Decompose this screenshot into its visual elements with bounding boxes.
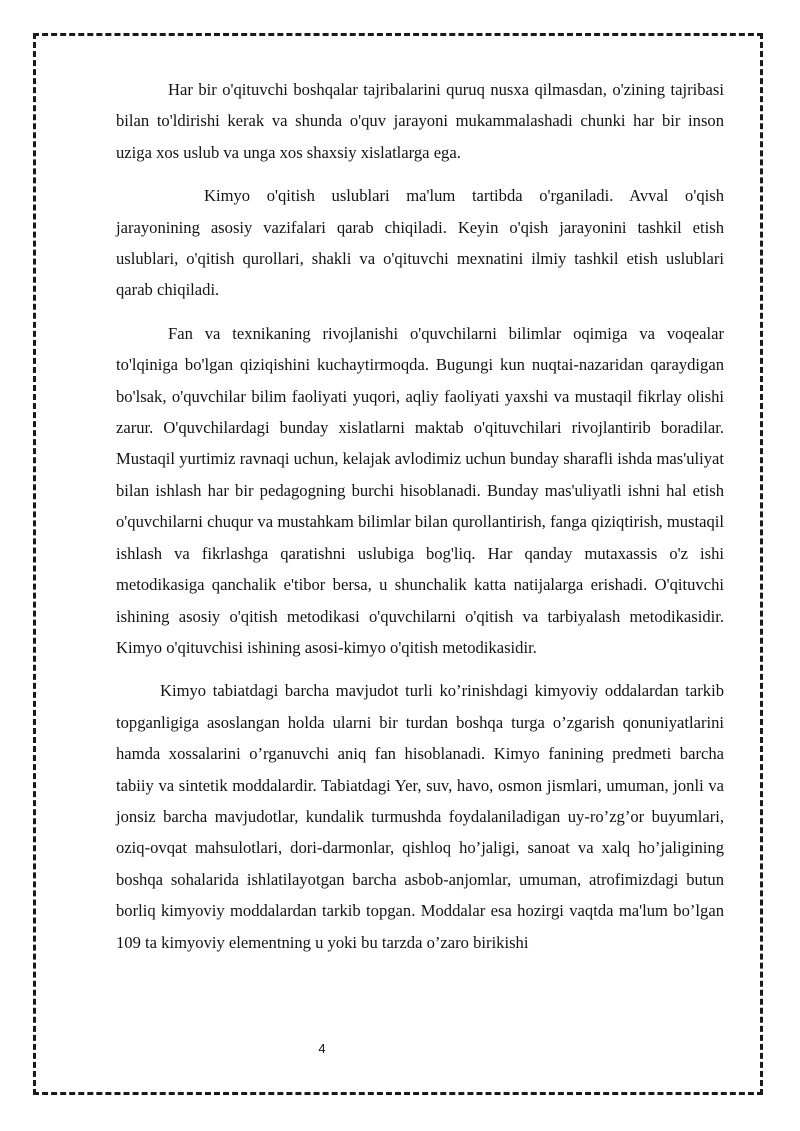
paragraph-3: Fan va texnikaning rivojlanishi o'quvchilarni bilimlar oqimiga va voqealar to'lqiniga bo'lgan qiziqishini kuchaytirmoqda. Bugungi kun nuqtai-nazaridan qaraydigan bo'lsak, o'quvchilar bilim faoliyati yuqori, aqliy faoliyati yaxshi va mustaqil fikrlay olishi zarur. O'quvchilardagi bunday xislatlarni maktab o'qituvchilari rivojlantirib boradilar. Mustaqil yurtimiz ravnaqi uchun, kelajak avlodimiz uchun bunday sharafli ishda mas'uliyat bilan ishlash har bir pedagogning burchi hisoblanadi. Bunday mas'uliyatli ishni hal etish o'quvchilarni chuqur va mustahkam bilimlar bilan qurollantirish, fanga qiziqtirish, mustaqil ishlash va fikrlashga qaratishni uslubiga bog'liq. Har qanday mutaxassis o'z ishi metodikasiga qanchalik e'tibor bersa, u shunchalik katta natijalarga erishadi. O'qituvchi ishining asosiy o'qitish metodikasi o'quvchilarni o'qitish va tarbiyalash metodikasidir. Kimyo o'qituvchisi ishining asosi-kimyo o'qitish metodikasidir. — [116, 323, 724, 657]
page-number: 4 — [318, 1041, 326, 1056]
paragraph-1: Har bir o'qituvchi boshqalar tajribalarini quruq nusxa qilmasdan, o'zining tajribasi bilan to'ldirishi kerak va shunda o'quv jarayoni mukammalashadi chunki har bir inson uziga xos uslub va unga xos shaxsiy xislatlarga ega. — [116, 80, 724, 162]
paragraph-2: Kimyo o'qitish uslublari ma'lum tartibda o'rganiladi. Avval o'qish jarayonining asosiy vazifalari qarab chiqiladi. Keyin o'qish jarayonini tashkil etish uslublari, o'qitish qurollari, shakli va o'qituvchi mexnatini ilmiy tashkil etish uslublari qarab chiqiladi. — [116, 186, 724, 300]
paragraph-4: Kimyo tabiatdagi barcha mavjudot turli ko’rinishdagi kimyoviy oddalardan tarkib topganligiga asoslangan holda ularni bir turdan boshqa turga o’zgarish qonuniyatlarini hamda xossalarini o’rganuvchi aniq fan hisoblanadi. Kimyo fanining predmeti barcha tabiiy va sintetik moddalardir. Tabiatdagi Yer, suv, havo, osmon jismlari, umuman, jonli va jonsiz barcha mavjudotlar, kundalik turmushda foydalaniladigan uy-ro’zg’or buyumlari, oziq-ovqat mahsulotlari, dori-darmonlar, qishloq ho’jaligi, sanoat va xalq ho’jaligining boshqa sohalarida ishlatilayotgan barcha asbob-anjomlar, umuman, atrofimizdagi butun borliq kimyoviy moddalardan tarkib topgan. Moddalar esa hozirgi vaqtda ma'lum bo’lgan 109 ta kimyoviy elementning u yoki bu tarzda o’zaro birikishi — [116, 681, 724, 952]
document-body — [116, 74, 724, 970]
